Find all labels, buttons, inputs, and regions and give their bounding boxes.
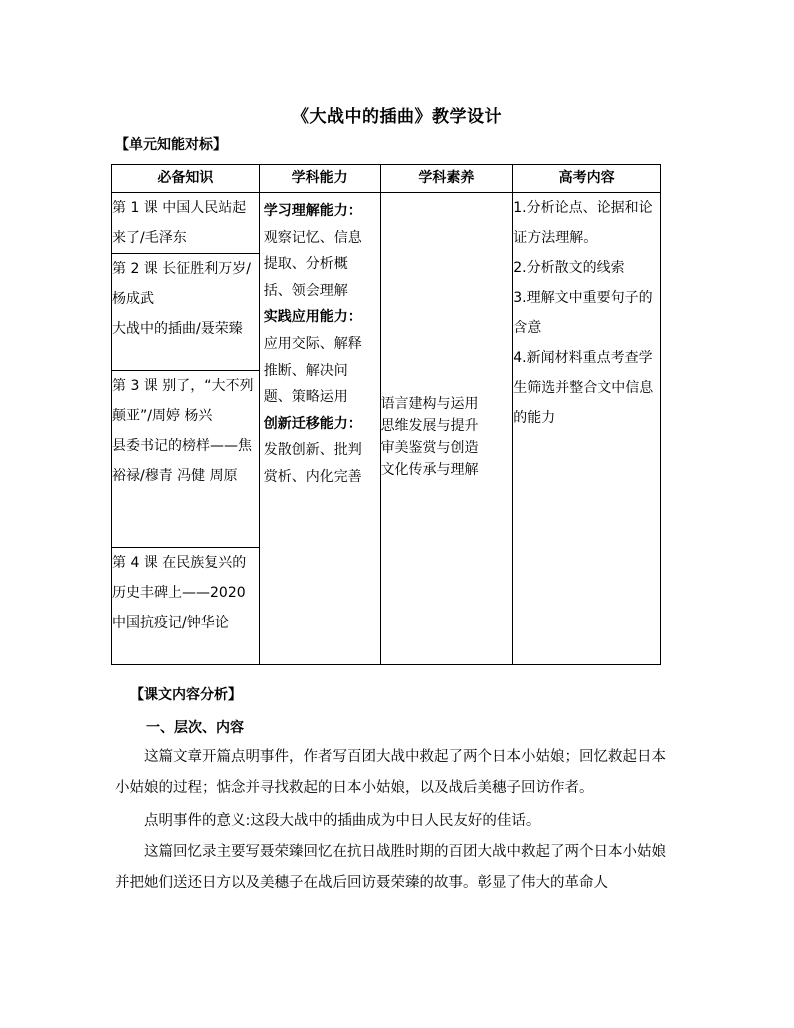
header-ability: 学科能力 [259,165,380,193]
subheading-structure: 一、层次、内容 [146,720,244,736]
literacy-item: 文化传承与理解 [380,461,479,478]
ability-text: 发散创新、批判赏析、内化完善 [263,442,362,485]
ability-cell [259,193,380,665]
page-title: 《大战中的插曲》教学设计 [292,107,502,127]
header-literacy: 学科素养 [380,165,513,193]
table-header-row [112,165,661,193]
lesson-text: 第 2 课 长征胜利万岁/杨成武 [112,261,251,307]
ability-text: 应用交际、解释推断、解决问题、策略运用 [263,335,362,406]
section-heading-unit: 【单元知能对标】 [115,137,227,153]
lesson-text: 县委书记的榜样——焦裕禄/穆青 冯健 周原 [112,438,252,484]
lesson-text: 第 1 课 中国人民站起来了/毛泽东 [112,200,247,246]
header-knowledge: 必备知识 [112,165,260,193]
ability-heading: 创新迁移能力： [263,415,362,432]
ability-text: 观察记忆、信息提取、分析概括、领会理解 [263,229,362,299]
exam-item: 2.分析散文的线索 [513,260,625,276]
knowledge-lesson-3 [112,371,260,548]
exam-cell [513,193,661,665]
paragraph: 点明事件的意义:这段大战中的插曲成为中日人民友好的佳话。 [144,813,541,829]
ability-heading: 学习理解能力： [263,203,362,219]
ability-heading: 实践应用能力： [263,309,362,326]
paragraph: 这篇回忆录主要写聂荣臻回忆在抗日战胜时期的百团大战中救起了两个日本小姑娘并把她们送还日方以及美穗子在战后回访聂荣臻的故事。彰显了伟大的革命人 [115,844,666,891]
exam-item: 1.分析论点、论据和论证方法理解。 [513,200,653,246]
lesson-text: 第 4 课 在民族复兴的历史丰碑上——2020 中国抗疫记/钟华论 [112,555,247,631]
knowledge-lesson-4 [112,548,260,665]
literacy-item: 思维发展与提升 [380,417,479,434]
knowledge-lesson-1 [112,193,260,254]
knowledge-lesson-2 [112,254,260,371]
section-heading-analysis: 【课文内容分析】 [130,687,242,703]
exam-item: 4.新闻材料重点考查学生筛选并整合文中信息的能力 [513,350,654,426]
lesson-text: 大战中的插曲/聂荣臻 [112,321,243,337]
unit-table [111,164,661,665]
header-exam: 高考内容 [513,165,661,193]
exam-item: 3.理解文中重要句子的含意 [513,290,653,336]
paragraph: 这篇文章开篇点明事件，作者写百团大战中救起了两个日本小姑娘；回忆救起日本小姑娘的过程；惦念并寻找救起的日本小姑娘，以及战后美穗子回访作者。 [115,749,666,796]
table-row [112,193,661,254]
lesson-text: 第 3 课 别了，“大不列颠亚”/周婷 杨兴 [112,378,254,424]
literacy-item: 审美鉴赏与创造 [380,439,479,456]
literacy-item: 语言建构与运用 [380,395,479,412]
literacy-cell [380,193,513,665]
